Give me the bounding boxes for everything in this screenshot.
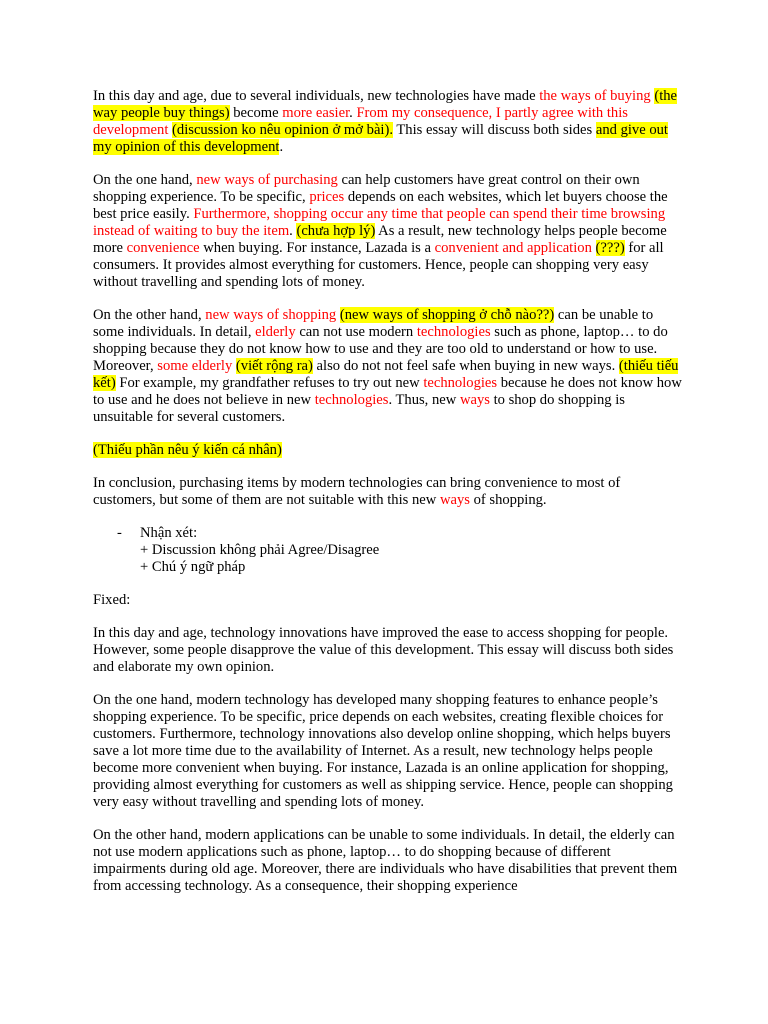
text-segment: to shop do shopping is unsuitable for several customers. [93,392,625,425]
list-bullet: - [117,525,122,541]
error-highlight: new ways of shopping [205,307,337,323]
text-segment: can be unable to some individuals. In detail, [93,307,654,340]
original-essay [93,88,683,509]
comment-highlight: (chưa hợp lý) [296,223,376,239]
text-segment: For example, my grandfather refuses to try out new [115,375,424,391]
error-highlight: the ways of buying [539,88,651,104]
text-segment: because he does not know how to use and he does not believe in new [93,375,682,408]
text-segment: can not use modern [295,324,417,340]
error-highlight: Furthermore, shopping occur any time that people can spend their time browsing instead of waiting to buy the item [93,206,666,239]
comment-highlight: (viết rộng ra) [235,358,313,374]
error-highlight: more easier [282,105,350,121]
essay-paragraph [93,307,683,426]
comment-highlight: (the way people buy things) [93,88,678,121]
text-segment: of shopping. [469,492,547,508]
text-segment: . Thus, new [388,392,460,408]
error-highlight: new ways of purchasing [196,172,338,188]
text-segment: such as phone, laptop… to do shopping because they do not know how to use and they are too old to understand or how to use. Moreover, [93,324,668,374]
error-highlight: convenient and application [434,240,592,256]
text-segment: This essay will discuss both sides [393,122,596,138]
text-segment: . [289,223,297,239]
comment-highlight: (Thiếu phần nêu ý kiến cá nhân) [93,442,282,458]
error-highlight: technologies [416,324,491,340]
error-highlight: technologies [423,375,498,391]
fixed-label: Fixed: [93,592,131,608]
comment-highlight: (new ways of shopping ở chỗ nào??) [339,307,555,323]
text-segment: On the one hand, [93,172,197,188]
error-highlight: ways [459,392,490,408]
text-segment: also do not not feel safe when buying in new ways. [312,358,619,374]
text-segment: In conclusion, purchasing items by modern technologies can bring convenience to most of customers, but some of them are not suitable with this new [93,475,621,508]
comment-highlight: (discussion ko nêu opinion ở mở bài). [172,122,393,138]
comments-title: Nhận xét: [140,525,198,541]
comment-highlight: (???) [595,240,625,256]
error-highlight: convenience [126,240,200,256]
fixed-paragraph: On the other hand, modern applications can be unable to some individuals. In detail, the elderly can not use modern applications such as phone, laptop… to do shopping because of different impairments during old age. Moreover, there are individuals who have disabilities that prevent them from accessing technology. As a consequence, their shopping experience [93,827,678,894]
text-segment: depends on each websites, which let buyers choose the best price easily. [93,189,668,222]
essay-paragraph [93,172,683,291]
text-segment: In this day and age, due to several individuals, new technologies have made [93,88,540,104]
text-segment: when buying. For instance, Lazada is a [199,240,435,256]
error-highlight: technologies [314,392,389,408]
error-highlight: elderly [255,324,296,340]
comment-highlight: and give out my opinion of this development [93,122,668,155]
essay-paragraph [93,475,683,509]
comment-item: + Discussion không phải Agree/Disagree [140,542,380,558]
text-segment: for all consumers. It provides almost everything for customers. Hence, people can shopping very easy without travelling and spending lots of money. [93,240,664,290]
fixed-paragraph: On the one hand, modern technology has developed many shopping features to enhance people’s shopping experience. To be specific, price depends on each websites, creating flexible choices for customers. Furthermore, technology innovations also develop online shopping, which helps buyers save a lot more time due to the availability of Internet. As a result, new technology helps people become more convenient when buying. For instance, Lazada is an online application for shopping, providing almost everything for customers as well as shipping service. Hence, people can shopping very easy without travelling and spending lots of money. [93,692,673,810]
text-segment: On the other hand, [93,307,206,323]
comment-highlight: (thiếu tiếu kết) [93,358,679,391]
text-segment: . [279,139,284,155]
error-highlight: prices [309,189,345,205]
fixed-paragraph: In this day and age, technology innovations have improved the ease to access shopping for people. However, some people disapprove the value of this development. This essay will discuss both sides and elaborate my own opinion. [93,625,674,675]
text-segment: become [229,105,283,121]
text-segment: . [349,105,357,121]
document-page [93,88,683,911]
comment-item: + Chú ý ngữ pháp [140,559,246,575]
essay-paragraph [93,442,683,459]
error-highlight: From my consequence, I partly agree with this development [93,105,628,138]
text-segment: As a result, new technology helps people become more [93,223,667,256]
text-segment [592,240,596,256]
text-segment: can help customers have great control on their own shopping experience. To be specific, [93,172,640,205]
essay-paragraph [93,88,683,156]
error-highlight: ways [439,492,470,508]
error-highlight: some elderly [157,358,233,374]
comments-header [93,525,683,542]
comments-list [93,525,683,576]
